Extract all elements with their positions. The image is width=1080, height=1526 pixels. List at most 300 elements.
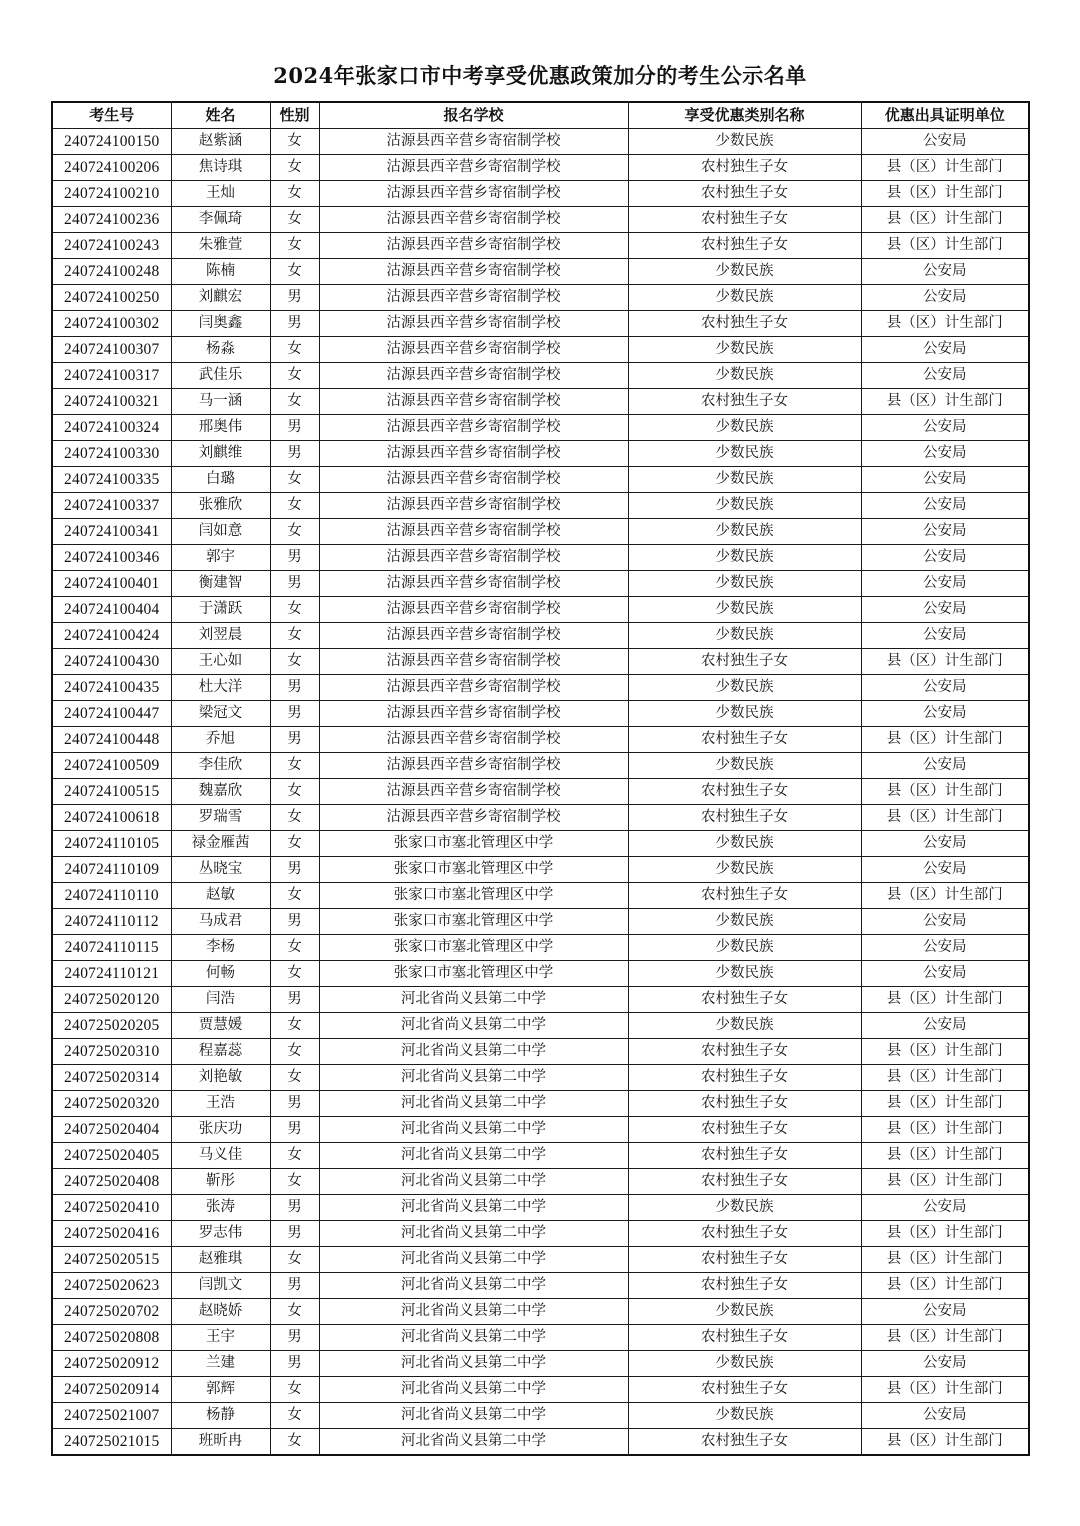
cell-certifying-unit: 公安局 xyxy=(861,441,1029,467)
cell-certifying-unit: 公安局 xyxy=(861,337,1029,363)
cell-exam-id: 240724110121 xyxy=(52,961,171,987)
table-row xyxy=(52,623,1029,649)
cell-certifying-unit: 县（区）计生部门 xyxy=(861,311,1029,337)
table-row xyxy=(52,961,1029,987)
table-row xyxy=(52,1273,1029,1299)
cell-exam-id: 240724100448 xyxy=(52,727,171,753)
cell-certifying-unit: 县（区）计生部门 xyxy=(861,1117,1029,1143)
cell-preference-category: 少数民族 xyxy=(628,285,861,311)
roster-table-container xyxy=(51,101,1028,1456)
cell-preference-category: 少数民族 xyxy=(628,467,861,493)
cell-name: 兰建 xyxy=(171,1351,270,1377)
cell-certifying-unit: 公安局 xyxy=(861,675,1029,701)
cell-gender: 女 xyxy=(270,753,319,779)
cell-gender: 女 xyxy=(270,1247,319,1273)
cell-exam-id: 240724100236 xyxy=(52,207,171,233)
table-row xyxy=(52,1143,1029,1169)
cell-gender: 男 xyxy=(270,545,319,571)
cell-certifying-unit: 县（区）计生部门 xyxy=(861,987,1029,1013)
cell-school: 张家口市塞北管理区中学 xyxy=(319,909,628,935)
cell-certifying-unit: 公安局 xyxy=(861,831,1029,857)
table-row xyxy=(52,1377,1029,1403)
cell-gender: 女 xyxy=(270,1143,319,1169)
cell-school: 张家口市塞北管理区中学 xyxy=(319,961,628,987)
column-header-preference-category: 享受优惠类别名称 xyxy=(628,102,861,129)
cell-name: 杜大洋 xyxy=(171,675,270,701)
cell-preference-category: 少数民族 xyxy=(628,623,861,649)
cell-preference-category: 农村独生子女 xyxy=(628,207,861,233)
cell-school: 河北省尚义县第二中学 xyxy=(319,1195,628,1221)
cell-school: 张家口市塞北管理区中学 xyxy=(319,935,628,961)
cell-name: 班昕冉 xyxy=(171,1429,270,1456)
cell-exam-id: 240724100210 xyxy=(52,181,171,207)
cell-certifying-unit: 县（区）计生部门 xyxy=(861,1039,1029,1065)
cell-gender: 女 xyxy=(270,519,319,545)
cell-certifying-unit: 公安局 xyxy=(861,415,1029,441)
cell-school: 河北省尚义县第二中学 xyxy=(319,1325,628,1351)
cell-exam-id: 240724110109 xyxy=(52,857,171,883)
cell-exam-id: 240724100335 xyxy=(52,467,171,493)
page-title: 2024年张家口市中考享受优惠政策加分的考生公示名单 xyxy=(273,63,807,88)
cell-school: 河北省尚义县第二中学 xyxy=(319,1143,628,1169)
cell-certifying-unit: 县（区）计生部门 xyxy=(861,181,1029,207)
cell-certifying-unit: 县（区）计生部门 xyxy=(861,1065,1029,1091)
cell-gender: 女 xyxy=(270,337,319,363)
cell-school: 河北省尚义县第二中学 xyxy=(319,1429,628,1456)
table-row xyxy=(52,831,1029,857)
cell-certifying-unit: 县（区）计生部门 xyxy=(861,389,1029,415)
cell-gender: 女 xyxy=(270,129,319,155)
cell-name: 乔旭 xyxy=(171,727,270,753)
table-row xyxy=(52,129,1029,155)
cell-school: 河北省尚义县第二中学 xyxy=(319,1403,628,1429)
cell-school: 张家口市塞北管理区中学 xyxy=(319,831,628,857)
roster-table xyxy=(51,101,1030,1456)
cell-certifying-unit: 县（区）计生部门 xyxy=(861,649,1029,675)
cell-gender: 女 xyxy=(270,883,319,909)
cell-preference-category: 农村独生子女 xyxy=(628,805,861,831)
table-row xyxy=(52,987,1029,1013)
cell-school: 沽源县西辛营乡寄宿制学校 xyxy=(319,389,628,415)
table-row xyxy=(52,1117,1029,1143)
cell-name: 赵紫涵 xyxy=(171,129,270,155)
table-row xyxy=(52,259,1029,285)
cell-exam-id: 240724100401 xyxy=(52,571,171,597)
table-row xyxy=(52,1065,1029,1091)
cell-certifying-unit: 公安局 xyxy=(861,909,1029,935)
cell-certifying-unit: 县（区）计生部门 xyxy=(861,1091,1029,1117)
cell-certifying-unit: 公安局 xyxy=(861,493,1029,519)
cell-certifying-unit: 公安局 xyxy=(861,1013,1029,1039)
table-row xyxy=(52,155,1029,181)
cell-school: 沽源县西辛营乡寄宿制学校 xyxy=(319,259,628,285)
cell-name: 赵敏 xyxy=(171,883,270,909)
cell-name: 陈楠 xyxy=(171,259,270,285)
cell-preference-category: 少数民族 xyxy=(628,129,861,155)
cell-gender: 女 xyxy=(270,155,319,181)
cell-certifying-unit: 公安局 xyxy=(861,701,1029,727)
cell-gender: 男 xyxy=(270,415,319,441)
cell-name: 张庆功 xyxy=(171,1117,270,1143)
cell-exam-id: 240725020310 xyxy=(52,1039,171,1065)
cell-name: 魏嘉欣 xyxy=(171,779,270,805)
cell-exam-id: 240724100435 xyxy=(52,675,171,701)
cell-exam-id: 240724110112 xyxy=(52,909,171,935)
cell-exam-id: 240725021007 xyxy=(52,1403,171,1429)
cell-exam-id: 240725020405 xyxy=(52,1143,171,1169)
cell-name: 程嘉蕊 xyxy=(171,1039,270,1065)
cell-school: 河北省尚义县第二中学 xyxy=(319,1247,628,1273)
cell-preference-category: 农村独生子女 xyxy=(628,311,861,337)
cell-certifying-unit: 县（区）计生部门 xyxy=(861,155,1029,181)
cell-name: 梁冠文 xyxy=(171,701,270,727)
table-row xyxy=(52,1247,1029,1273)
table-row xyxy=(52,1039,1029,1065)
cell-preference-category: 少数民族 xyxy=(628,363,861,389)
cell-gender: 女 xyxy=(270,259,319,285)
cell-exam-id: 240724100515 xyxy=(52,779,171,805)
table-row xyxy=(52,285,1029,311)
table-row xyxy=(52,441,1029,467)
table-row xyxy=(52,1091,1029,1117)
cell-preference-category: 少数民族 xyxy=(628,519,861,545)
cell-exam-id: 240725020408 xyxy=(52,1169,171,1195)
cell-exam-id: 240724100307 xyxy=(52,337,171,363)
cell-certifying-unit: 县（区）计生部门 xyxy=(861,207,1029,233)
cell-gender: 女 xyxy=(270,831,319,857)
cell-preference-category: 农村独生子女 xyxy=(628,233,861,259)
cell-school: 河北省尚义县第二中学 xyxy=(319,1299,628,1325)
cell-name: 丛晓宝 xyxy=(171,857,270,883)
cell-exam-id: 240725020702 xyxy=(52,1299,171,1325)
cell-school: 沽源县西辛营乡寄宿制学校 xyxy=(319,233,628,259)
cell-exam-id: 240724100346 xyxy=(52,545,171,571)
cell-school: 沽源县西辛营乡寄宿制学校 xyxy=(319,493,628,519)
cell-gender: 女 xyxy=(270,389,319,415)
cell-preference-category: 农村独生子女 xyxy=(628,1143,861,1169)
cell-name: 张涛 xyxy=(171,1195,270,1221)
table-row xyxy=(52,233,1029,259)
cell-preference-category: 少数民族 xyxy=(628,701,861,727)
cell-certifying-unit: 公安局 xyxy=(861,259,1029,285)
cell-name: 何畅 xyxy=(171,961,270,987)
table-row xyxy=(52,1221,1029,1247)
cell-name: 衡建智 xyxy=(171,571,270,597)
table-row xyxy=(52,519,1029,545)
cell-exam-id: 240724110115 xyxy=(52,935,171,961)
cell-preference-category: 少数民族 xyxy=(628,545,861,571)
cell-name: 闫奥鑫 xyxy=(171,311,270,337)
table-row xyxy=(52,1013,1029,1039)
cell-preference-category: 少数民族 xyxy=(628,857,861,883)
cell-school: 沽源县西辛营乡寄宿制学校 xyxy=(319,207,628,233)
cell-gender: 男 xyxy=(270,857,319,883)
cell-gender: 女 xyxy=(270,597,319,623)
cell-preference-category: 少数民族 xyxy=(628,571,861,597)
cell-name: 闫凯文 xyxy=(171,1273,270,1299)
cell-certifying-unit: 县（区）计生部门 xyxy=(861,1221,1029,1247)
table-row xyxy=(52,311,1029,337)
cell-gender: 女 xyxy=(270,1013,319,1039)
cell-exam-id: 240725020808 xyxy=(52,1325,171,1351)
cell-name: 马成君 xyxy=(171,909,270,935)
cell-gender: 男 xyxy=(270,1325,319,1351)
header-row xyxy=(52,102,1029,129)
cell-name: 禄金雁茜 xyxy=(171,831,270,857)
table-row xyxy=(52,1195,1029,1221)
cell-exam-id: 240724110110 xyxy=(52,883,171,909)
cell-certifying-unit: 县（区）计生部门 xyxy=(861,1247,1029,1273)
cell-gender: 女 xyxy=(270,467,319,493)
table-row xyxy=(52,467,1029,493)
cell-exam-id: 240724100341 xyxy=(52,519,171,545)
cell-exam-id: 240724100324 xyxy=(52,415,171,441)
cell-gender: 女 xyxy=(270,1299,319,1325)
cell-preference-category: 农村独生子女 xyxy=(628,987,861,1013)
table-row xyxy=(52,337,1029,363)
cell-gender: 男 xyxy=(270,909,319,935)
cell-preference-category: 少数民族 xyxy=(628,493,861,519)
cell-school: 河北省尚义县第二中学 xyxy=(319,1377,628,1403)
cell-school: 沽源县西辛营乡寄宿制学校 xyxy=(319,545,628,571)
cell-gender: 女 xyxy=(270,1169,319,1195)
cell-school: 沽源县西辛营乡寄宿制学校 xyxy=(319,285,628,311)
cell-exam-id: 240725020416 xyxy=(52,1221,171,1247)
table-row xyxy=(52,493,1029,519)
cell-school: 沽源县西辛营乡寄宿制学校 xyxy=(319,467,628,493)
cell-preference-category: 农村独生子女 xyxy=(628,883,861,909)
cell-certifying-unit: 公安局 xyxy=(861,545,1029,571)
cell-exam-id: 240725020404 xyxy=(52,1117,171,1143)
cell-gender: 女 xyxy=(270,1403,319,1429)
cell-preference-category: 少数民族 xyxy=(628,935,861,961)
table-row xyxy=(52,727,1029,753)
cell-preference-category: 农村独生子女 xyxy=(628,1221,861,1247)
cell-certifying-unit: 县（区）计生部门 xyxy=(861,883,1029,909)
cell-name: 赵雅琪 xyxy=(171,1247,270,1273)
cell-gender: 男 xyxy=(270,311,319,337)
cell-school: 河北省尚义县第二中学 xyxy=(319,1065,628,1091)
cell-exam-id: 240725020515 xyxy=(52,1247,171,1273)
cell-preference-category: 农村独生子女 xyxy=(628,1117,861,1143)
cell-school: 沽源县西辛营乡寄宿制学校 xyxy=(319,623,628,649)
cell-certifying-unit: 公安局 xyxy=(861,1403,1029,1429)
cell-certifying-unit: 公安局 xyxy=(861,857,1029,883)
cell-preference-category: 少数民族 xyxy=(628,909,861,935)
cell-gender: 男 xyxy=(270,1195,319,1221)
cell-gender: 男 xyxy=(270,1351,319,1377)
cell-certifying-unit: 公安局 xyxy=(861,129,1029,155)
table-row xyxy=(52,909,1029,935)
cell-preference-category: 少数民族 xyxy=(628,1351,861,1377)
cell-exam-id: 240725020912 xyxy=(52,1351,171,1377)
cell-gender: 男 xyxy=(270,675,319,701)
cell-certifying-unit: 县（区）计生部门 xyxy=(861,1325,1029,1351)
cell-gender: 男 xyxy=(270,441,319,467)
cell-school: 河北省尚义县第二中学 xyxy=(319,1091,628,1117)
cell-school: 沽源县西辛营乡寄宿制学校 xyxy=(319,441,628,467)
cell-exam-id: 240724100250 xyxy=(52,285,171,311)
table-row xyxy=(52,1429,1029,1456)
cell-school: 沽源县西辛营乡寄宿制学校 xyxy=(319,181,628,207)
cell-exam-id: 240725020205 xyxy=(52,1013,171,1039)
table-row xyxy=(52,571,1029,597)
cell-preference-category: 少数民族 xyxy=(628,961,861,987)
cell-preference-category: 少数民族 xyxy=(628,415,861,441)
cell-name: 刘麒维 xyxy=(171,441,270,467)
cell-preference-category: 农村独生子女 xyxy=(628,779,861,805)
cell-name: 李佳欣 xyxy=(171,753,270,779)
cell-gender: 女 xyxy=(270,207,319,233)
cell-preference-category: 少数民族 xyxy=(628,1013,861,1039)
cell-school: 沽源县西辛营乡寄宿制学校 xyxy=(319,129,628,155)
cell-preference-category: 少数民族 xyxy=(628,1195,861,1221)
cell-gender: 女 xyxy=(270,1377,319,1403)
cell-name: 朱雅萱 xyxy=(171,233,270,259)
column-header-name: 姓名 xyxy=(171,102,270,129)
cell-preference-category: 农村独生子女 xyxy=(628,389,861,415)
table-row xyxy=(52,181,1029,207)
column-header-school: 报名学校 xyxy=(319,102,628,129)
cell-certifying-unit: 公安局 xyxy=(861,1299,1029,1325)
cell-school: 河北省尚义县第二中学 xyxy=(319,1039,628,1065)
cell-exam-id: 240724100302 xyxy=(52,311,171,337)
cell-certifying-unit: 公安局 xyxy=(861,753,1029,779)
cell-school: 河北省尚义县第二中学 xyxy=(319,1169,628,1195)
table-row xyxy=(52,675,1029,701)
table-row xyxy=(52,207,1029,233)
cell-name: 郭宇 xyxy=(171,545,270,571)
table-row xyxy=(52,649,1029,675)
table-row xyxy=(52,779,1029,805)
cell-name: 贾慧媛 xyxy=(171,1013,270,1039)
cell-exam-id: 240725021015 xyxy=(52,1429,171,1456)
cell-certifying-unit: 公安局 xyxy=(861,935,1029,961)
cell-preference-category: 农村独生子女 xyxy=(628,1039,861,1065)
cell-certifying-unit: 县（区）计生部门 xyxy=(861,1273,1029,1299)
cell-preference-category: 少数民族 xyxy=(628,675,861,701)
cell-certifying-unit: 公安局 xyxy=(861,597,1029,623)
cell-name: 马一涵 xyxy=(171,389,270,415)
cell-gender: 女 xyxy=(270,363,319,389)
cell-preference-category: 农村独生子女 xyxy=(628,181,861,207)
column-header-certifying-unit: 优惠出具证明单位 xyxy=(861,102,1029,129)
table-row xyxy=(52,753,1029,779)
cell-exam-id: 240724110105 xyxy=(52,831,171,857)
cell-certifying-unit: 公安局 xyxy=(861,285,1029,311)
cell-certifying-unit: 公安局 xyxy=(861,467,1029,493)
table-row xyxy=(52,701,1029,727)
cell-name: 靳彤 xyxy=(171,1169,270,1195)
cell-preference-category: 农村独生子女 xyxy=(628,727,861,753)
table-row xyxy=(52,1403,1029,1429)
cell-name: 李佩琦 xyxy=(171,207,270,233)
cell-certifying-unit: 县（区）计生部门 xyxy=(861,779,1029,805)
cell-name: 闫浩 xyxy=(171,987,270,1013)
cell-exam-id: 240724100150 xyxy=(52,129,171,155)
cell-preference-category: 少数民族 xyxy=(628,1299,861,1325)
cell-gender: 男 xyxy=(270,701,319,727)
cell-exam-id: 240725020320 xyxy=(52,1091,171,1117)
column-header-exam-id: 考生号 xyxy=(52,102,171,129)
cell-certifying-unit: 公安局 xyxy=(861,571,1029,597)
cell-gender: 女 xyxy=(270,805,319,831)
table-row xyxy=(52,805,1029,831)
cell-name: 邢奥伟 xyxy=(171,415,270,441)
cell-name: 王灿 xyxy=(171,181,270,207)
cell-school: 河北省尚义县第二中学 xyxy=(319,1351,628,1377)
cell-school: 沽源县西辛营乡寄宿制学校 xyxy=(319,363,628,389)
cell-gender: 男 xyxy=(270,987,319,1013)
cell-gender: 女 xyxy=(270,1065,319,1091)
cell-exam-id: 240724100330 xyxy=(52,441,171,467)
cell-gender: 女 xyxy=(270,623,319,649)
cell-preference-category: 少数民族 xyxy=(628,1403,861,1429)
cell-name: 李杨 xyxy=(171,935,270,961)
cell-name: 郭辉 xyxy=(171,1377,270,1403)
cell-school: 沽源县西辛营乡寄宿制学校 xyxy=(319,571,628,597)
table-row xyxy=(52,389,1029,415)
cell-school: 沽源县西辛营乡寄宿制学校 xyxy=(319,311,628,337)
cell-certifying-unit: 公安局 xyxy=(861,363,1029,389)
cell-exam-id: 240724100206 xyxy=(52,155,171,181)
cell-gender: 男 xyxy=(270,1091,319,1117)
cell-exam-id: 240724100337 xyxy=(52,493,171,519)
cell-exam-id: 240724100404 xyxy=(52,597,171,623)
cell-gender: 男 xyxy=(270,1117,319,1143)
cell-name: 杨静 xyxy=(171,1403,270,1429)
cell-school: 沽源县西辛营乡寄宿制学校 xyxy=(319,753,628,779)
cell-school: 沽源县西辛营乡寄宿制学校 xyxy=(319,519,628,545)
cell-preference-category: 农村独生子女 xyxy=(628,1273,861,1299)
cell-school: 沽源县西辛营乡寄宿制学校 xyxy=(319,805,628,831)
cell-gender: 男 xyxy=(270,727,319,753)
cell-exam-id: 240724100321 xyxy=(52,389,171,415)
table-row xyxy=(52,1299,1029,1325)
cell-preference-category: 农村独生子女 xyxy=(628,1091,861,1117)
table-header xyxy=(52,102,1029,129)
cell-exam-id: 240724100243 xyxy=(52,233,171,259)
cell-preference-category: 少数民族 xyxy=(628,831,861,857)
cell-school: 河北省尚义县第二中学 xyxy=(319,1273,628,1299)
cell-gender: 男 xyxy=(270,285,319,311)
cell-gender: 男 xyxy=(270,1221,319,1247)
cell-preference-category: 农村独生子女 xyxy=(628,1377,861,1403)
cell-certifying-unit: 县（区）计生部门 xyxy=(861,1143,1029,1169)
cell-certifying-unit: 县（区）计生部门 xyxy=(861,727,1029,753)
cell-name: 王心如 xyxy=(171,649,270,675)
cell-school: 沽源县西辛营乡寄宿制学校 xyxy=(319,675,628,701)
cell-name: 罗志伟 xyxy=(171,1221,270,1247)
cell-gender: 女 xyxy=(270,649,319,675)
cell-exam-id: 240724100447 xyxy=(52,701,171,727)
cell-name: 赵晓娇 xyxy=(171,1299,270,1325)
cell-certifying-unit: 公安局 xyxy=(861,519,1029,545)
cell-gender: 女 xyxy=(270,493,319,519)
cell-preference-category: 农村独生子女 xyxy=(628,649,861,675)
cell-exam-id: 240724100317 xyxy=(52,363,171,389)
table-row xyxy=(52,1169,1029,1195)
cell-exam-id: 240724100248 xyxy=(52,259,171,285)
table-row xyxy=(52,545,1029,571)
cell-exam-id: 240725020914 xyxy=(52,1377,171,1403)
cell-certifying-unit: 县（区）计生部门 xyxy=(861,1429,1029,1456)
cell-gender: 女 xyxy=(270,1039,319,1065)
cell-exam-id: 240725020120 xyxy=(52,987,171,1013)
table-row xyxy=(52,883,1029,909)
cell-school: 沽源县西辛营乡寄宿制学校 xyxy=(319,701,628,727)
table-row xyxy=(52,597,1029,623)
